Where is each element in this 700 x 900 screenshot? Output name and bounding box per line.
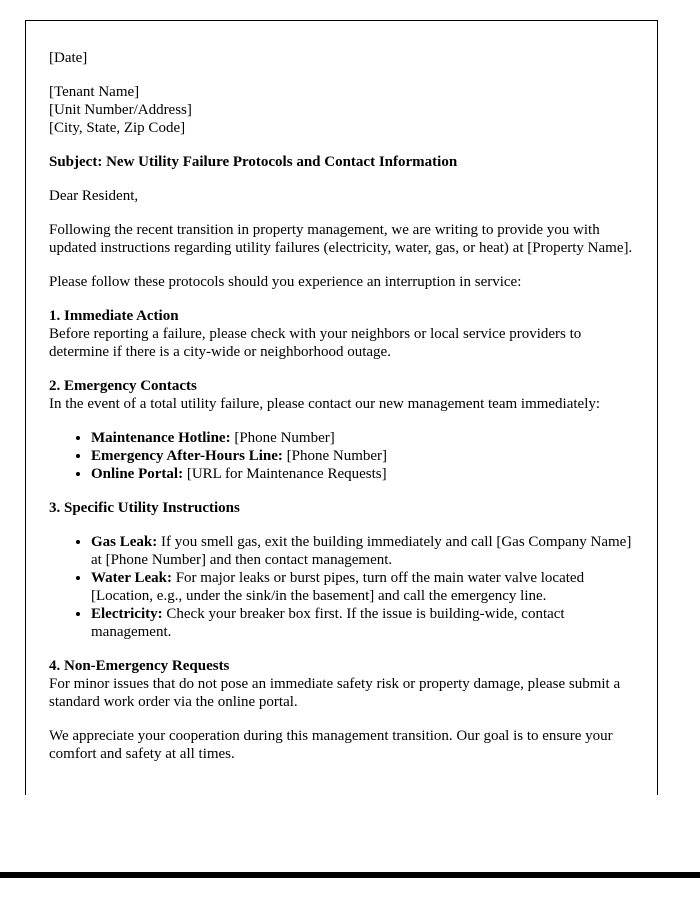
protocols-lead-paragraph: Please follow these protocols should you experience an interruption in service: — [49, 274, 522, 290]
section-heading: 3. Specific Utility Instructions — [49, 500, 240, 516]
salutation: Dear Resident, — [49, 188, 139, 204]
bullet-text: For major leaks or burst pipes, turn off the main water valve located [Location, e.g., under the sink/in the basement] and call the emergency line. — [91, 570, 585, 604]
section-body: In the event of a total utility failure, please contact our new management team immediately: — [49, 396, 601, 412]
letter-page — [25, 20, 658, 795]
emergency-contacts-list — [49, 429, 633, 483]
list-item — [91, 465, 633, 483]
section-body: Before reporting a failure, please check with your neighbors or local service providers to determine if there is a city-wide or neighborhood outage. — [49, 326, 582, 360]
bullet-text: [Phone Number] — [234, 430, 335, 446]
section-immediate-action — [49, 307, 633, 361]
list-item — [91, 429, 633, 447]
subject-line: Subject: New Utility Failure Protocols and Contact Information — [49, 154, 458, 170]
section-specific-utility-instructions — [49, 499, 633, 641]
recipient-name-line: [Tenant Name] — [49, 84, 140, 100]
closing-paragraph: We appreciate your cooperation during this management transition. Our goal is to ensure your comfort and safety at all times. — [49, 728, 613, 762]
recipient-city-line: [City, State, Zip Code] — [49, 120, 186, 136]
section-body: For minor issues that do not pose an immediate safety risk or property damage, please submit a standard work order via the online portal. — [49, 676, 621, 710]
bullet-text: [URL for Maintenance Requests] — [186, 466, 387, 482]
bullet-label: Water Leak: — [91, 570, 172, 586]
bullet-label: Electricity: — [91, 606, 163, 622]
bullet-label: Online Portal: — [91, 466, 184, 482]
bullet-text: Check your breaker box first. If the issue is building-wide, contact management. — [91, 606, 565, 640]
utility-instructions-list — [49, 533, 633, 641]
list-item — [91, 569, 633, 605]
bullet-text: [Phone Number] — [286, 448, 388, 464]
letter-content — [26, 21, 657, 763]
bullet-text: If you smell gas, exit the building immediately and call [Gas Company Name] at [Phone Number] and then contact management. — [91, 534, 632, 568]
section-heading: 2. Emergency Contacts — [49, 378, 197, 394]
page-bottom-bar — [0, 872, 700, 878]
bullet-label: Maintenance Hotline: — [91, 430, 231, 446]
bullet-label: Emergency After-Hours Line: — [91, 448, 283, 464]
list-item — [91, 447, 633, 465]
date-placeholder: [Date] — [49, 50, 88, 66]
list-item — [91, 533, 633, 569]
section-heading: 4. Non-Emergency Requests — [49, 658, 230, 674]
section-emergency-contacts — [49, 377, 633, 483]
intro-paragraph: Following the recent transition in property management, we are writing to provide you with updated instructions regarding utility failures (electricity, water, gas, or heat) at [Property Name]. — [49, 222, 633, 256]
bullet-label: Gas Leak: — [91, 534, 158, 550]
recipient-unit-line: [Unit Number/Address] — [49, 102, 192, 118]
list-item — [91, 605, 633, 641]
section-heading: 1. Immediate Action — [49, 308, 179, 324]
recipient-address-block — [49, 83, 633, 137]
section-non-emergency-requests — [49, 657, 633, 711]
